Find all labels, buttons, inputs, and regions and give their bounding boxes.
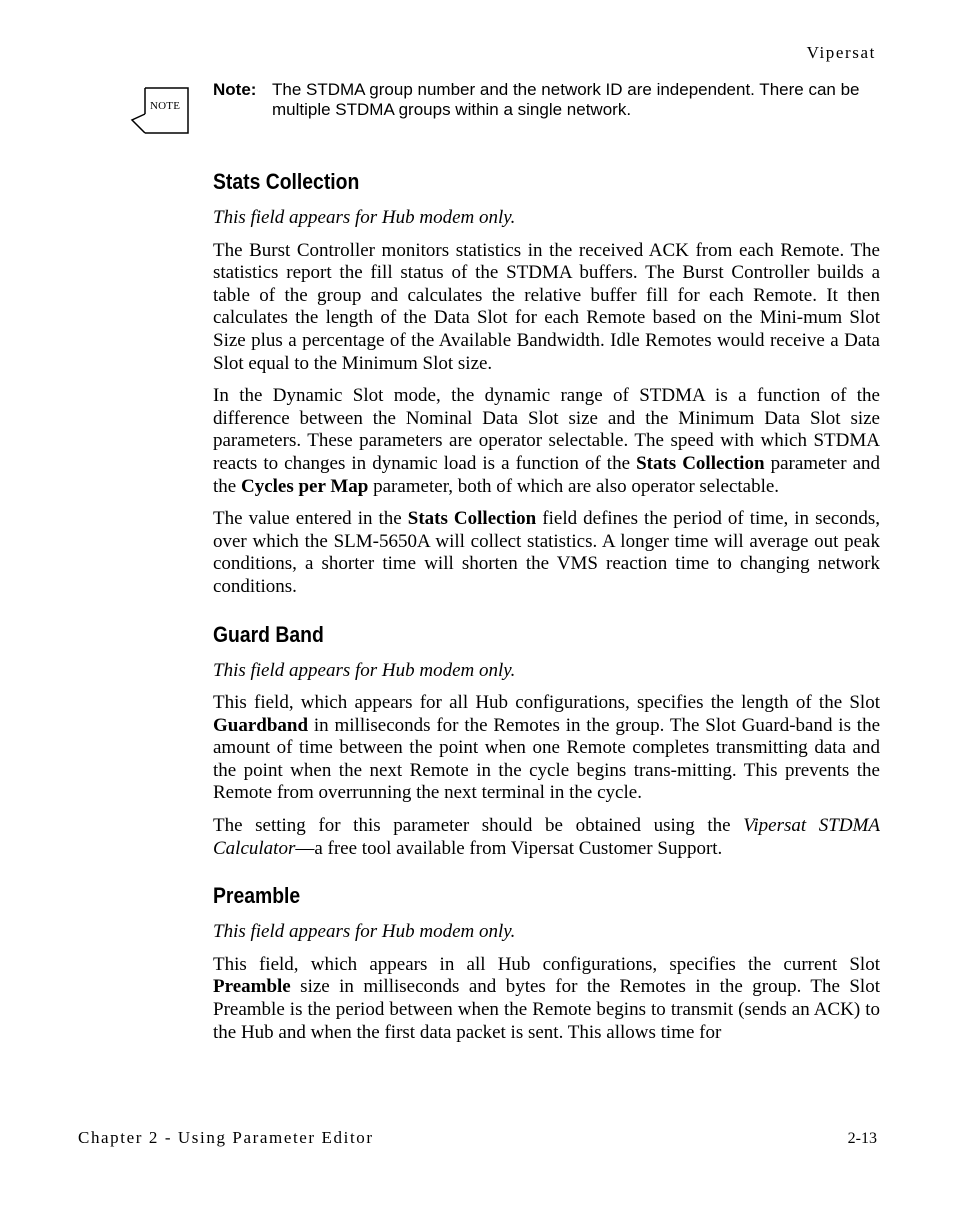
bold-term: Cycles per Map [240,475,369,497]
availability-period: . [510,659,516,681]
text-run: —a free tool available from Vipersat Customer Support. [295,837,723,859]
availability-note [213,921,880,944]
running-footer-chapter: Chapter 2 - Using Parameter Editor [78,1128,374,1147]
paragraph [213,815,880,860]
text-run: In the Dynamic Slot mode, the dynamic range of STDMA is a function of the difference between the Nominal Data Slot size and the Minimum Data Slot size parameters. These parameters are operator selectable. The speed with which STDMA reacts to changes in dynamic load is a function of the [213,385,880,474]
availability-text: This field appears for Hub modem only [213,921,511,943]
section-heading-preamble: Preamble [213,883,301,909]
bold-term: Stats Collection [636,452,765,474]
availability-period: . [510,921,516,943]
availability-text: This field appears for Hub modem only [213,207,511,228]
bold-term: Preamble [213,976,291,998]
note-icon [130,86,190,136]
bold-term: Stats Collection [407,508,537,530]
italic-term: Vipersat STDMA Calculator [213,815,881,859]
note-text: The STDMA group number and the network ID are independent. There can be multiple STDMA groups within a single network. [272,80,860,119]
availability-text: This field appears for Hub modem only [213,659,511,681]
running-header: Vipersat [806,43,876,62]
availability-note [213,207,880,230]
section-heading-guard-band: Guard Band [213,621,324,647]
text-run: size in milliseconds and bytes for the Remotes in the group. The Slot Preamble is the period between when the Remote begins to transmit (sends an ACK) to the Hub and when the first data packet is sent. This allows time for [213,976,880,1043]
text-run: in milliseconds for the Remotes in the group. The Slot Guard-band is the amount of time between the point when one Remote completes transmitting data and the point when the next Remote in the cycle begins trans-mitting. This prevents the Remote from overrunning the next terminal in the cycle. [213,714,880,804]
text-run: The value entered in the [213,508,408,530]
paragraph [213,692,880,805]
text-run: parameter, both of which are also operator selectable. [368,475,780,497]
availability-note [213,660,880,683]
text-run: This field, which appears in all Hub configurations, specifies the current Slot [213,953,880,975]
section-heading-stats-collection: Stats Collection [213,169,360,194]
text-run: The setting for this parameter should be obtained using the [213,815,744,837]
note-block [213,80,878,119]
text-run: parameter and the [213,452,880,497]
paragraph [213,954,880,1044]
availability-period: . [510,207,516,228]
note-label: Note: [213,80,257,99]
note-icon-label: NOTE [150,100,181,112]
bold-term: Guardband [213,714,309,736]
paragraph: The Burst Controller monitors statistics in the received ACK from each Remote. The statistics report the fill status of the STDMA buffers. The Burst Controller builds a table of the group and calculates the relative buffer fill for each Remote. It then calculates the length of the Data Slot for each Remote based on the Mini-mum Slot Size plus a percentage of the Available Bandwidth. Idle Remotes would receive a Data Slot equal to the Minimum Slot size. [213,239,880,374]
paragraph [213,385,880,498]
text-run: This field, which appears for all Hub configurations, specifies the length of the Slot [213,692,880,714]
text-run: field defines the period of time, in seconds, over which the SLM-5650A will collect statistics. A longer time will average out peak conditions, a shorter time will shorten the VMS reaction time to changing network conditions. [213,508,881,597]
page-number: 2-13 [847,1130,877,1147]
paragraph [213,508,880,598]
main-content [213,166,880,1054]
